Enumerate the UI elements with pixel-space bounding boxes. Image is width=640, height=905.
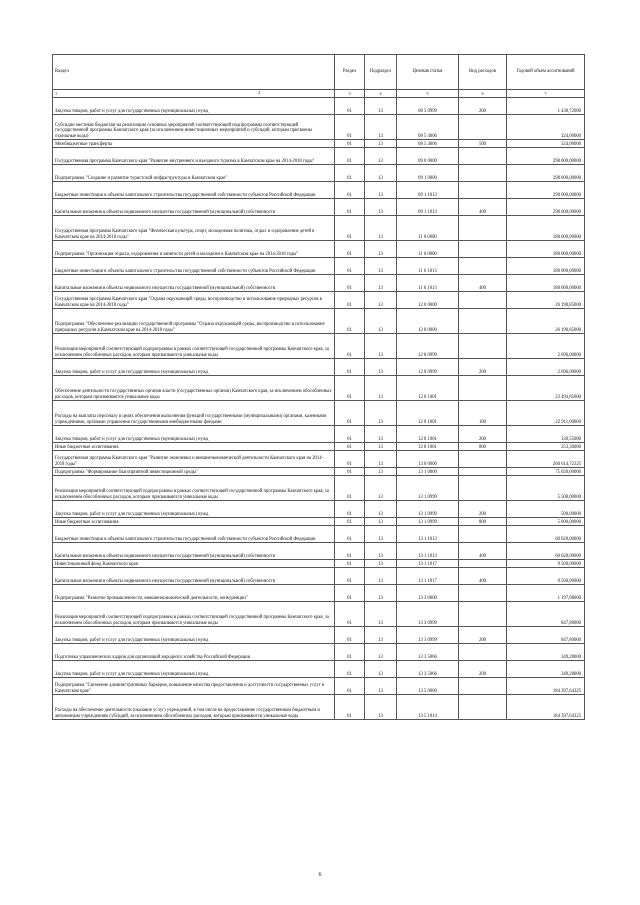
row-subsection: 13	[365, 376, 397, 401]
row-subsection: 13	[365, 98, 397, 115]
row-section: 01	[335, 258, 365, 275]
row-expense-type	[459, 258, 507, 275]
row-name: Закупка товаров, работ и услуг для государственных (муниципальных) нужд	[53, 359, 335, 376]
row-section: 01	[335, 216, 365, 241]
row-target: 12 8 1001	[397, 426, 459, 443]
row-subsection: 13	[365, 258, 397, 275]
row-expense-type: 800	[459, 518, 507, 526]
row-name: Подготовка управленческих кадров для организаций народного хозяйства Российской Федерации	[53, 644, 335, 661]
row-target: 13 1 0000	[397, 468, 459, 476]
row-target: 11 0 0000	[397, 216, 459, 241]
row-target: 13 0 0000	[397, 451, 459, 468]
row-section: 01	[335, 401, 365, 426]
row-target: 12 8 1001	[397, 376, 459, 401]
column-number-2: 2	[258, 90, 261, 95]
row-expense-type	[459, 182, 507, 199]
row-section: 01	[335, 518, 365, 526]
table-row	[53, 695, 585, 720]
row-amount: 9 500,00000	[507, 568, 585, 585]
row-name: Закупка товаров, работ и услуг для государственных (муниципальных) нужд	[53, 661, 335, 678]
row-section: 01	[335, 602, 365, 627]
row-section: 01	[335, 501, 365, 518]
row-amount: 75 020,00000	[507, 468, 585, 476]
row-subsection: 13	[365, 526, 397, 543]
header-target: Целевая статья	[397, 55, 459, 90]
row-subsection: 13	[365, 309, 397, 334]
row-section: 01	[335, 644, 365, 661]
row-name: Иные бюджетные ассигнования	[53, 443, 335, 451]
header-subsection: Подраздел	[365, 55, 397, 90]
row-target: 11 6 1013	[397, 258, 459, 275]
row-target: 09 0 0000	[397, 148, 459, 165]
row-section: 01	[335, 568, 365, 585]
column-number: 3	[335, 90, 365, 98]
row-section: 01	[335, 468, 365, 476]
row-section: 01	[335, 98, 365, 115]
row-target: 13 1 0999	[397, 518, 459, 526]
row-amount: 60 020,00000	[507, 543, 585, 560]
table-row	[53, 526, 585, 543]
row-subsection: 13	[365, 216, 397, 241]
table-row	[53, 292, 585, 309]
row-name: Бюджетные инвестиции в объекты капитального строительства государственной собственности субъектов Российской Федерации	[53, 258, 335, 275]
row-section: 01	[335, 165, 365, 182]
table-row	[53, 518, 585, 526]
table-row	[53, 199, 585, 216]
table-row	[53, 644, 585, 661]
row-expense-type: 200	[459, 359, 507, 376]
row-expense-type: 400	[459, 568, 507, 585]
table-row	[53, 585, 585, 602]
row-subsection: 13	[365, 644, 397, 661]
row-amount: 349,28000	[507, 661, 585, 678]
row-expense-type	[459, 678, 507, 695]
row-section: 01	[335, 443, 365, 451]
row-expense-type: 400	[459, 275, 507, 292]
row-subsection: 13	[365, 501, 397, 518]
row-name: Государственная программа Камчатского края "Развитие внутреннего и въездного туризма в Камчатском крае на 2014-2018 годы"	[53, 148, 335, 165]
row-name: Межбюджетные трансферты	[53, 140, 335, 148]
row-name: Государственная программа Камчатского края "Развитие экономики и внешнеэкономической деятельности Камчатского края на 2014-2018 годы"	[53, 451, 335, 468]
row-target: 13 1 1013	[397, 543, 459, 560]
row-target: 13 3 5066	[397, 661, 459, 678]
table-row	[53, 241, 585, 258]
row-amount: 847,80000	[507, 627, 585, 644]
row-subsection: 13	[365, 468, 397, 476]
table-row	[53, 661, 585, 678]
row-target: 09 1 1013	[397, 199, 459, 216]
row-name: Закупка товаров, работ и услуг для государственных (муниципальных) нужд	[53, 426, 335, 443]
column-number: 4	[365, 90, 397, 98]
row-amount: 260 614,72325	[507, 451, 585, 468]
row-amount: 349,28000	[507, 644, 585, 661]
column-number: 1	[53, 90, 335, 98]
row-target: 13 3 0999	[397, 602, 459, 627]
row-target: 08 5 0999	[397, 98, 459, 115]
row-section: 01	[335, 148, 365, 165]
row-section: 01	[335, 241, 365, 258]
row-amount: 184 397,64325	[507, 678, 585, 695]
row-expense-type: 200	[459, 98, 507, 115]
row-amount: 9 500,00000	[507, 560, 585, 568]
row-target: 13 1 1017	[397, 568, 459, 585]
row-target: 12 8 0999	[397, 359, 459, 376]
row-target: 11 6 1013	[397, 275, 459, 292]
row-name: Бюджетные инвестиции в объекты капитального строительства государственной собственности субъектов Российской Федерации	[53, 526, 335, 543]
row-name: Капитальные вложения в объекты недвижимого имущества государственной (муниципальной) собственности	[53, 275, 335, 292]
row-section: 01	[335, 199, 365, 216]
row-subsection: 13	[365, 148, 397, 165]
row-subsection: 13	[365, 568, 397, 585]
row-amount: 500,00000	[507, 501, 585, 518]
row-expense-type	[459, 115, 507, 140]
row-subsection: 13	[365, 275, 397, 292]
row-section: 01	[335, 115, 365, 140]
row-subsection: 13	[365, 518, 397, 526]
row-amount: 1 197,08000	[507, 585, 585, 602]
row-subsection: 13	[365, 115, 397, 140]
row-amount: 2 696,00000	[507, 359, 585, 376]
row-target: 12 0 0000	[397, 292, 459, 309]
table-row	[53, 426, 585, 443]
row-amount: 5 000,00000	[507, 518, 585, 526]
row-amount: 184 397,64325	[507, 695, 585, 720]
table-row	[53, 678, 585, 695]
table-row	[53, 568, 585, 585]
row-subsection: 13	[365, 627, 397, 644]
row-target: 12 8 1001	[397, 443, 459, 451]
row-target: 11 6 0000	[397, 241, 459, 258]
row-expense-type	[459, 376, 507, 401]
row-target: 12 8 0000	[397, 309, 459, 334]
row-section: 01	[335, 334, 365, 359]
row-subsection: 13	[365, 560, 397, 568]
row-name: Капитальные вложения в объекты недвижимого имущества государственной (муниципальной) собственности	[53, 568, 335, 585]
row-section: 01	[335, 275, 365, 292]
row-expense-type: 200	[459, 501, 507, 518]
table-row	[53, 376, 585, 401]
row-amount: 23 494,85000	[507, 376, 585, 401]
row-expense-type: 500	[459, 140, 507, 148]
table-row	[53, 476, 585, 501]
row-section: 01	[335, 292, 365, 309]
row-section: 01	[335, 376, 365, 401]
row-subsection: 13	[365, 543, 397, 560]
row-target: 09 1 1013	[397, 182, 459, 199]
row-subsection: 13	[365, 585, 397, 602]
row-section: 01	[335, 678, 365, 695]
row-amount: 2 696,00000	[507, 334, 585, 359]
row-target: 13 1 1013	[397, 526, 459, 543]
row-section: 01	[335, 560, 365, 568]
row-amount: 324,00000	[507, 115, 585, 140]
row-name: Подпрограмма "Снижение административных барьеров, повышение качества предоставления и доступности государственных услуг в Камчатском крае"	[53, 678, 335, 695]
row-amount: 298 000,00000	[507, 199, 585, 216]
table-row	[53, 165, 585, 182]
row-name: Капитальные вложения в объекты недвижимого имущества государственной (муниципальной) собственности	[53, 543, 335, 560]
table-row	[53, 401, 585, 426]
row-subsection: 13	[365, 334, 397, 359]
row-name: Инвестиционный фонд Камчатского края	[53, 560, 335, 568]
row-subsection: 13	[365, 182, 397, 199]
table-row	[53, 468, 585, 476]
row-subsection: 13	[365, 241, 397, 258]
row-expense-type	[459, 560, 507, 568]
row-name: Подпрограмма "Создание и развитие туристской инфраструктуры в Камчатском крае"	[53, 165, 335, 182]
table-row	[53, 543, 585, 560]
table-row	[53, 334, 585, 359]
row-expense-type: 200	[459, 426, 507, 443]
row-amount: 188 000,00000	[507, 275, 585, 292]
table-row	[53, 501, 585, 518]
row-section: 01	[335, 526, 365, 543]
row-name: Закупка товаров, работ и услуг для государственных (муниципальных) нужд	[53, 501, 335, 518]
row-expense-type	[459, 468, 507, 476]
row-section: 01	[335, 585, 365, 602]
header-section: Раздел	[335, 55, 365, 90]
table-row	[53, 275, 585, 292]
row-subsection: 13	[365, 476, 397, 501]
row-name: Реализация мероприятий соответствующей подпрограммы в рамках соответствующей государственной программы Камчатского края, за исключением обособленных расходов, которым присваиваются уникальные коды	[53, 334, 335, 359]
row-amount: 188 000,00000	[507, 216, 585, 241]
row-subsection: 13	[365, 678, 397, 695]
row-expense-type	[459, 476, 507, 501]
row-name: Капитальные вложения в объекты недвижимого имущества государственной (муниципальной) собственности	[53, 199, 335, 216]
row-name: Реализация мероприятий соответствующей подпрограммы в рамках соответствующей государственной программы Камчатского края, за исключением обособленных расходов, которым присваиваются уникальные коды	[53, 476, 335, 501]
table-row	[53, 627, 585, 644]
row-expense-type	[459, 148, 507, 165]
row-name: Государственная программа Камчатского края "Физическая культура, спорт, молодежная политика, отдых и оздоровление детей в Камчатском крае на 2014-2018 годы"	[53, 216, 335, 241]
table-row	[53, 258, 585, 275]
row-amount: 22 911,00000	[507, 401, 585, 426]
row-subsection: 13	[365, 661, 397, 678]
table-row	[53, 602, 585, 627]
table-row	[53, 216, 585, 241]
row-amount: 253,30000	[507, 443, 585, 451]
page-number: 6	[318, 872, 322, 878]
row-target: 13 1 0999	[397, 476, 459, 501]
row-amount: 298 000,00000	[507, 165, 585, 182]
row-section: 01	[335, 359, 365, 376]
row-amount: 60 020,00000	[507, 526, 585, 543]
table-row	[53, 359, 585, 376]
table-row	[53, 148, 585, 165]
row-section: 01	[335, 476, 365, 501]
row-name: Подпрограмма "Организация отдыха, оздоровления и занятости детей и молодежи в Камчатском крае на 2014-2018 годы"	[53, 241, 335, 258]
row-subsection: 13	[365, 199, 397, 216]
column-number: 7	[507, 90, 585, 98]
table-row	[53, 98, 585, 115]
row-amount: 26 190,85000	[507, 292, 585, 309]
row-section: 01	[335, 426, 365, 443]
row-name: Закупка товаров, работ и услуг для государственных (муниципальных) нужд	[53, 98, 335, 115]
row-name: Подпрограмма "Формирование благоприятной инвестиционной среды"	[53, 468, 335, 476]
row-amount: 26 190,85000	[507, 309, 585, 334]
row-subsection: 13	[365, 292, 397, 309]
row-name: Субсидии местным бюджетам на реализацию основных мероприятий соответствующей подпрограммы соответствующей государственной программы Камчатского края (за исключением инвестиционных мероприятий и субсидий, которым присвоены отдельные коды)	[53, 115, 335, 140]
table-row	[53, 140, 585, 148]
row-expense-type	[459, 292, 507, 309]
row-section: 01	[335, 140, 365, 148]
row-target: 09 1 0000	[397, 165, 459, 182]
table-row	[53, 115, 585, 140]
row-subsection: 13	[365, 401, 397, 426]
table-row	[53, 309, 585, 334]
row-subsection: 13	[365, 443, 397, 451]
row-section: 01	[335, 309, 365, 334]
row-name: Расходы на обеспечение деятельности (оказание услуг) учреждений, в том числе на предоставление государственным бюджетным и автономным учреждениям субсидий, за исключением обособленных расходов, которым присваиваются уникальные коды	[53, 695, 335, 720]
row-subsection: 13	[365, 602, 397, 627]
row-name: Бюджетные инвестиции в объекты капитального строительства государственной собственности субъектов Российской Федерации	[53, 182, 335, 199]
row-expense-type	[459, 216, 507, 241]
row-subsection: 13	[365, 426, 397, 443]
row-expense-type: 200	[459, 661, 507, 678]
row-section: 01	[335, 543, 365, 560]
row-subsection: 13	[365, 165, 397, 182]
row-expense-type	[459, 695, 507, 720]
row-name: Подпрограмма "Развитие промышленности, внешнеэкономической деятельности, конкуренции"	[53, 585, 335, 602]
row-expense-type: 400	[459, 543, 507, 560]
row-name: Закупка товаров, работ и услуг для государственных (муниципальных) нужд	[53, 627, 335, 644]
row-expense-type	[459, 309, 507, 334]
row-name: Обеспечение деятельности государственных органов власти (государственных органов) Камчатского края, за исключением обособленных расходов, которым присваиваются уникальные коды	[53, 376, 335, 401]
table-row	[53, 182, 585, 199]
row-target: 13 1 0999	[397, 501, 459, 518]
row-expense-type: 100	[459, 401, 507, 426]
row-expense-type	[459, 165, 507, 182]
row-name: Государственная программа Камчатского края "Охрана окружающей среды, воспроизводство и использование природных ресурсов в Камчатском крае на 2014-2018 годы"	[53, 292, 335, 309]
row-expense-type	[459, 241, 507, 258]
table-row	[53, 443, 585, 451]
row-expense-type	[459, 526, 507, 543]
row-target: 13 3 0999	[397, 627, 459, 644]
row-target: 13 3 5066	[397, 644, 459, 661]
row-expense-type	[459, 334, 507, 359]
row-target: 13 3 0000	[397, 585, 459, 602]
row-amount: 330,55000	[507, 426, 585, 443]
row-name: Расходы на выплаты персоналу в целях обеспечения выполнения функций государственными (муниципальными) органами, казенными учреждениями, органами управления государственными внебюджетными фондами	[53, 401, 335, 426]
document-page	[52, 54, 584, 720]
row-expense-type	[459, 644, 507, 661]
row-target: 08 5 4006	[397, 115, 459, 140]
row-section: 01	[335, 182, 365, 199]
header-amount: Годовой объем ассигнований	[507, 55, 585, 90]
row-name: Иные бюджетные ассигнования	[53, 518, 335, 526]
row-expense-type: 200	[459, 627, 507, 644]
row-amount: 188 000,00000	[507, 241, 585, 258]
row-section: 01	[335, 451, 365, 468]
row-section: 01	[335, 695, 365, 720]
row-subsection: 13	[365, 451, 397, 468]
row-amount: 324,00000	[507, 140, 585, 148]
row-expense-type	[459, 602, 507, 627]
row-expense-type	[459, 585, 507, 602]
row-subsection: 13	[365, 140, 397, 148]
budget-table	[52, 54, 585, 720]
row-target: 08 5 4006	[397, 140, 459, 148]
row-target: 13 1 1017	[397, 560, 459, 568]
row-target: 13 5 0000	[397, 678, 459, 695]
row-amount: 847,80000	[507, 602, 585, 627]
row-target: 13 5 1014	[397, 695, 459, 720]
row-amount: 188 000,00000	[507, 258, 585, 275]
row-expense-type: 400	[459, 199, 507, 216]
row-section: 01	[335, 627, 365, 644]
row-expense-type	[459, 451, 507, 468]
column-numbers-row	[53, 90, 585, 98]
row-target: 12 8 0999	[397, 334, 459, 359]
row-amount: 5 500,00000	[507, 476, 585, 501]
column-number: 6	[459, 90, 507, 98]
table-row	[53, 451, 585, 468]
header-expense-type: Вид расходов	[459, 55, 507, 90]
row-subsection: 13	[365, 359, 397, 376]
row-expense-type: 800	[459, 443, 507, 451]
row-subsection: 13	[365, 695, 397, 720]
table-header-row	[53, 55, 585, 90]
table-row	[53, 560, 585, 568]
row-amount: 1 438,72000	[507, 98, 585, 115]
row-name: Реализация мероприятий соответствующей подпрограммы в рамках соответствующей государственной программы Камчатского края, за исключением обособленных расходов, которым присваиваются уникальные коды	[53, 602, 335, 627]
row-amount: 298 000,00000	[507, 182, 585, 199]
row-name: Подпрограмма "Обеспечение реализации государственной программы "Охрана окружающей среды, воспроизводство и использование природных ресурсов в Камчатском крае на 2014-2018 годы"	[53, 309, 335, 334]
header-name: Raздел	[53, 55, 335, 90]
row-section: 01	[335, 661, 365, 678]
row-target: 12 8 1001	[397, 401, 459, 426]
column-number: 5	[397, 90, 459, 98]
row-amount: 298 000,00000	[507, 148, 585, 165]
